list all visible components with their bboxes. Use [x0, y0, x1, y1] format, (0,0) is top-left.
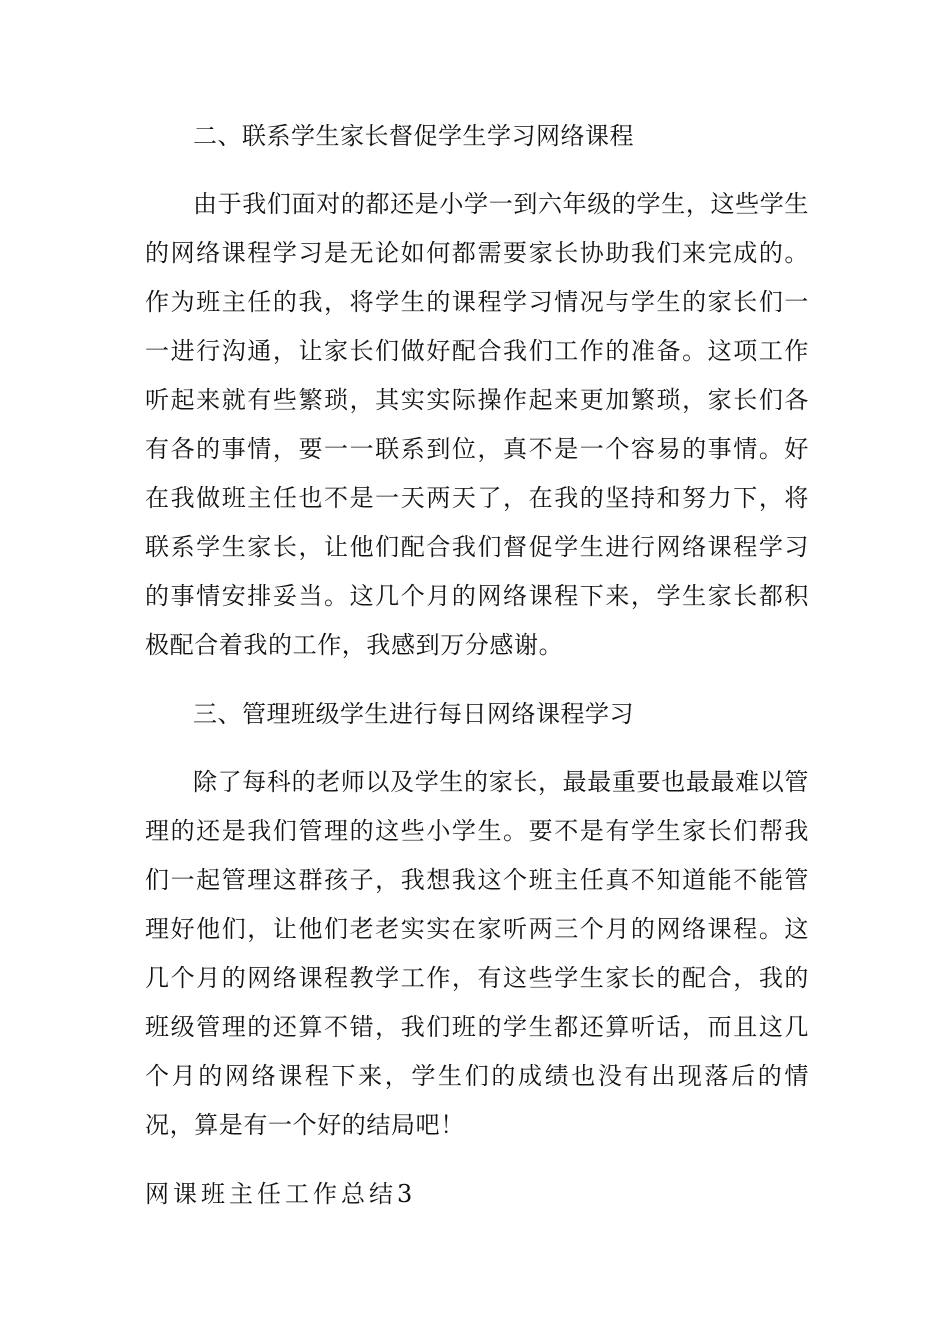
- document-body: [145, 112, 809, 1218]
- paragraph-contact-parents: 由于我们面对的都还是小学一到六年级的学生，这些学生的网络课程学习是无论如何都需要家长协助我们来完成的。作为班主任的我，将学生的课程学习情况与学生的家长们一一进行沟通，让家长们做好配合我们工作的准备。这项工作听起来就有些繁琐，其实实际操作起来更加繁琐，家长们各有各的事情，要一一联系到位，真不是一个容易的事情。好在我做班主任也不是一天两天了，在我的坚持和努力下，将联系学生家长，让他们配合我们督促学生进行网络课程学习的事情安排妥当。这几个月的网络课程下来，学生家长都积极配合着我的工作，我感到万分感谢。: [145, 190, 809, 659]
- heading-manage-students: 三、管理班级学生进行每日网络课程学习: [193, 700, 634, 728]
- section-title: 网课班主任工作总结3: [145, 1180, 417, 1208]
- paragraph-manage-students: 除了每科的老师以及学生的家长，最最重要也最最难以管理的还是我们管理的这些小学生。要不是有学生家长们帮我们一起管理这群孩子，我想我这个班主任真不知道能不能管理好他们，让他们老老实实在家听两三个月的网络课程。这几个月的网络课程教学工作，有这些学生家长的配合，我的班级管理的还算不错，我们班的学生都还算听话，而且这几个月的网络课程下来，学生们的成绩也没有出现落后的情况，算是有一个好的结局吧！: [145, 768, 809, 1139]
- heading-contact-parents: 二、联系学生家长督促学生学习网络课程: [193, 122, 634, 150]
